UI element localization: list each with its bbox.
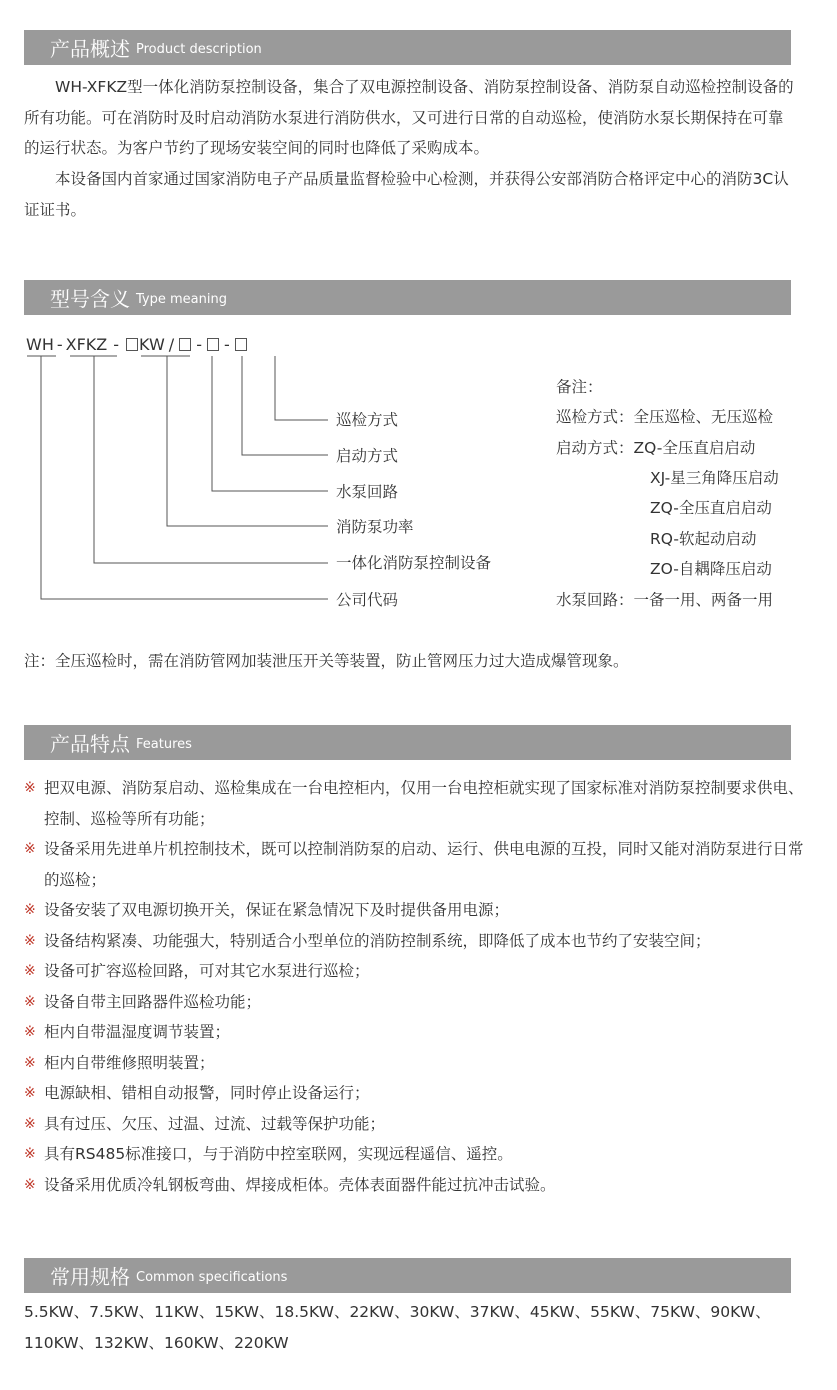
feature-marker-icon: ※ <box>24 993 36 1010</box>
features-subtitle: Features <box>136 736 192 752</box>
model-placeholder-box <box>235 338 247 351</box>
remark-line: 巡检方式：全压巡检、无压巡检 <box>556 408 774 426</box>
model-placeholder-box <box>179 338 191 351</box>
feature-item <box>24 1109 804 1140</box>
feature-item <box>24 926 804 957</box>
feature-item <box>24 895 804 926</box>
feature-text: 设备采用优质冷轧钢板弯曲、焊接成柜体。壳体表面器件能过抗冲击试验。 <box>44 1175 556 1194</box>
feature-item <box>24 956 804 987</box>
specs-title: 常用规格 <box>50 1265 130 1289</box>
feature-item <box>24 1078 804 1109</box>
features-title: 产品特点 <box>50 732 130 756</box>
model-placeholder-box <box>207 338 219 351</box>
type-meaning-header <box>24 280 791 315</box>
label-integrated-device: 一体化消防泵控制设备 <box>336 554 492 572</box>
feature-marker-icon: ※ <box>24 1024 36 1040</box>
type-footnote: 注：全压巡检时，需在消防管网加装泄压开关等装置，防止管网压力过大造成爆管现象。 <box>24 652 629 670</box>
type-meaning-subtitle: Type meaning <box>136 291 227 307</box>
feature-marker-icon: ※ <box>24 932 36 949</box>
feature-marker-icon: ※ <box>24 1085 36 1101</box>
feature-item <box>24 834 804 895</box>
label-company-code: 公司代码 <box>336 591 399 609</box>
feature-item <box>24 1170 804 1201</box>
feature-item <box>24 1017 804 1048</box>
feature-text: 设备采用先进单片机控制技术，既可以控制消防泵的启动、运行、供电电源的互投，同时又能对消防泵进行日常的巡检； <box>44 840 804 889</box>
feature-text: 具有过压、欠压、过温、过流、过载等保护功能； <box>44 1114 386 1133</box>
feature-text: 柜内自带维修照明装置； <box>44 1053 215 1072</box>
feature-marker-icon: ※ <box>24 1115 36 1132</box>
remark-line: 启动方式：ZQ-全压直启启动 <box>556 439 756 457</box>
model-code-kw: KW <box>139 335 165 354</box>
model-code-dash: - <box>196 335 202 354</box>
feature-marker-icon: ※ <box>24 1054 36 1071</box>
feature-item <box>24 1139 804 1170</box>
feature-text: 设备自带主回路器件巡检功能； <box>44 992 262 1011</box>
label-start-mode: 启动方式 <box>336 447 399 465</box>
label-inspection-mode: 巡检方式 <box>336 411 399 429</box>
feature-text: 电源缺相、错相自动报警，同时停止设备运行； <box>44 1084 370 1102</box>
model-code <box>26 335 248 354</box>
feature-marker-icon: ※ <box>24 1176 36 1193</box>
feature-marker-icon: ※ <box>24 841 36 857</box>
feature-text: 设备安装了双电源切换开关，保证在紧急情况下及时提供备用电源； <box>44 901 510 919</box>
feature-marker-icon: ※ <box>24 963 36 979</box>
specs-subtitle: Common specifications <box>136 1269 288 1285</box>
model-code-xfkz: XFKZ <box>65 335 108 354</box>
label-pump-circuit: 水泵回路 <box>336 483 399 501</box>
model-code-wh: WH <box>26 335 54 354</box>
type-meaning-title: 型号含义 <box>50 287 130 311</box>
overview-header <box>24 30 791 65</box>
feature-item <box>24 1048 804 1079</box>
overview-subtitle: Product description <box>136 41 262 57</box>
remark-line: ZO-自耦降压启动 <box>650 560 772 578</box>
feature-text: 把双电源、消防泵启动、巡检集成在一台电控柜内，仅用一台电控柜就实现了国家标准对消防泵控制要求供电、控制、巡检等所有功能； <box>44 779 804 828</box>
model-code-dash: - <box>223 335 230 354</box>
model-placeholder-box <box>126 338 138 351</box>
feature-item <box>24 987 804 1018</box>
specs-list: 5.5KW、7.5KW、11KW、15KW、18.5KW、22KW、30KW、37KW、45KW、55KW、75KW、90KW、110KW、132KW、160KW、220KW <box>24 1303 771 1352</box>
feature-marker-icon: ※ <box>24 780 36 796</box>
feature-marker-icon: ※ <box>24 1146 36 1162</box>
feature-marker-icon: ※ <box>24 902 36 918</box>
features-header <box>24 725 791 760</box>
model-code-dash: - <box>56 335 63 354</box>
overview-paragraph-1: WH-XFKZ型一体化消防泵控制设备，集合了双电源控制设备、消防泵控制设备、消防泵自动巡检控制设备的所有功能。可在消防时及时启动消防水泵进行消防供水，又可进行日常的自动巡检，使消防水泵长期保持在可靠的运行状态。为客户节约了现场安装空间的同时也降低了采购成本。 <box>24 78 794 157</box>
label-pump-power: 消防泵功率 <box>336 518 414 536</box>
model-code-dash: - <box>113 335 120 354</box>
feature-item <box>24 773 804 834</box>
feature-text: 设备结构紧凑、功能强大，特别适合小型单位的消防控制系统，即降低了成本也节约了安装空间； <box>44 931 711 950</box>
overview-title: 产品概述 <box>50 37 130 61</box>
feature-text: 设备可扩容巡检回路，可对其它水泵进行巡检； <box>44 962 370 980</box>
remark-line: XJ-星三角降压启动 <box>650 469 779 487</box>
feature-text: 具有RS485标准接口，与于消防中控室联网，实现远程遥信、遥控。 <box>44 1145 513 1163</box>
remarks-title: 备注： <box>556 378 603 396</box>
remark-line: 水泵回路：一备一用、两备一用 <box>556 591 774 609</box>
overview-paragraph-2: 本设备国内首家通过国家消防电子产品质量监督检验中心检测，并获得公安部消防合格评定中心的消防3C认证证书。 <box>24 170 789 219</box>
feature-text: 柜内自带温湿度调节装置； <box>44 1023 231 1041</box>
remark-line: RQ-软起动启动 <box>650 530 757 548</box>
remark-line: ZQ-全压直启启动 <box>650 499 772 517</box>
features-list <box>24 773 804 1200</box>
specs-header <box>24 1258 791 1293</box>
model-code-slash: / <box>168 335 175 354</box>
